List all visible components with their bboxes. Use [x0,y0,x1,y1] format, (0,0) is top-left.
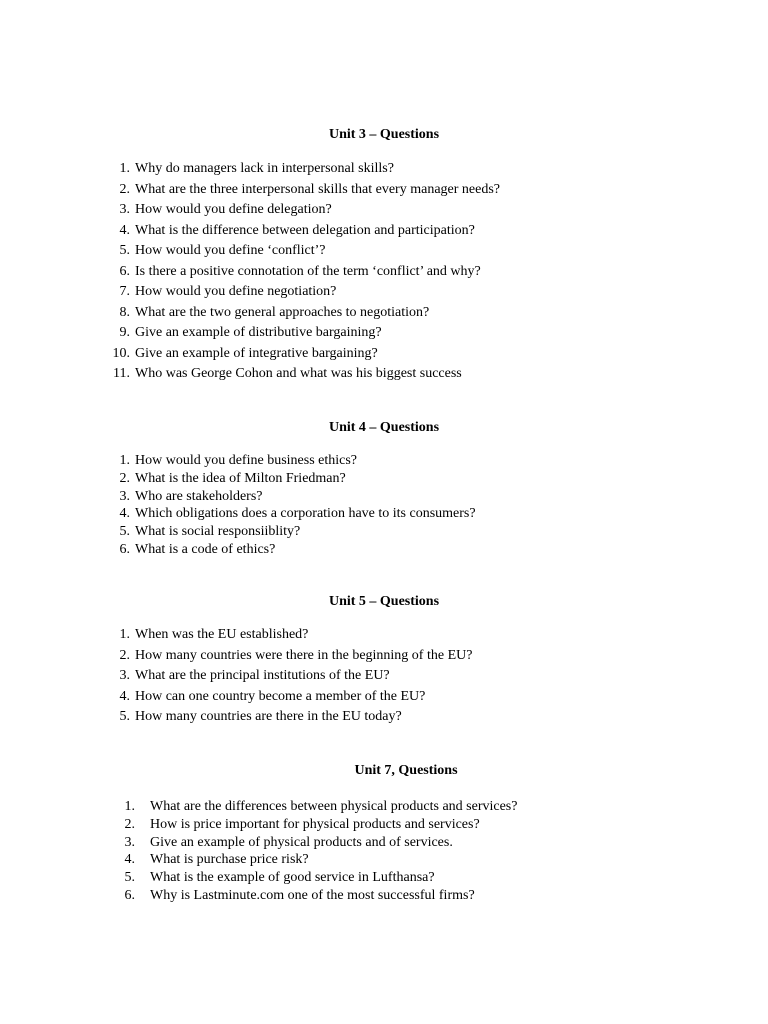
question-number: 1. [119,161,130,176]
question-text: How would you define business ethics? [135,453,358,468]
question-text: How many countries are there in the EU today? [135,709,402,724]
question-text: Give an example of distributive bargaining? [135,325,382,340]
question-text: What are the two general approaches to negotiation? [135,304,430,320]
question-number: 4. [119,222,130,238]
list-item [0,282,768,303]
list-item [0,625,768,646]
list-item [0,159,768,180]
question-number: 8. [119,304,130,320]
question-number: 4. [119,688,130,704]
question-number: 5. [119,709,130,724]
question-number: 2. [119,470,130,486]
list-item [0,488,768,506]
list-item [0,180,768,201]
question-number: 6. [124,887,135,903]
list-item [0,303,768,324]
question-number: 4. [124,852,135,868]
unit-7-question-list [0,798,768,905]
question-number: 4. [119,506,130,522]
question-number: 3. [119,202,130,217]
list-item [0,687,768,708]
list-item [0,851,768,869]
question-number: 3. [119,668,130,683]
question-text: Is there a positive connotation of the term ‘conflict’ and why? [135,263,481,279]
list-item [0,646,768,667]
unit-3-question-list [0,159,768,385]
question-text: What are the three interpersonal skills that every manager needs? [135,181,501,197]
unit-3-heading: Unit 3 – Questions [328,127,440,142]
list-item [0,221,768,242]
question-number: 1. [124,799,135,814]
unit-5-question-list [0,625,768,728]
unit-4-heading: Unit 4 – Questions [328,420,440,435]
question-number: 7. [119,284,130,299]
list-item [0,523,768,541]
list-item [0,364,768,385]
question-text: What is the example of good service in Lufthansa? [150,870,435,886]
question-text: How is price important for physical products and services? [150,816,480,832]
question-number: 1. [119,627,130,642]
list-item [0,834,768,852]
question-number: 5. [119,243,130,258]
question-text: How would you define negotiation? [135,284,337,299]
question-text: How would you define ‘conflict’? [135,243,326,258]
question-text: Give an example of integrative bargaining? [135,345,378,361]
list-item [0,816,768,834]
list-item [0,241,768,262]
question-text: Give an example of physical products and of services. [150,834,453,850]
question-text: What is the idea of Milton Friedman? [135,470,346,486]
question-number: 2. [119,647,130,663]
question-number: 5. [119,524,130,540]
list-item [0,505,768,523]
unit-5-heading: Unit 5 – Questions [328,594,440,609]
list-item [0,452,768,470]
question-number: 3. [119,488,130,504]
list-item [0,323,768,344]
question-text: What are the differences between physical products and services? [150,799,518,814]
question-number: 3. [124,834,135,850]
list-item [0,200,768,221]
question-text: What is a code of ethics? [135,541,276,557]
question-text: Who was George Cohon and what was his biggest success [135,366,462,381]
question-text: Who are stakeholders? [135,488,263,504]
question-text: How can one country become a member of the EU? [135,688,426,704]
question-text: Why is Lastminute.com one of the most successful firms? [150,887,475,903]
question-text: What is the difference between delegation and participation? [135,222,475,238]
question-number: 2. [124,816,135,832]
question-number: 9. [119,325,130,340]
question-number: 1. [119,453,130,468]
list-item [0,869,768,887]
question-text: Why do managers lack in interpersonal skills? [135,161,394,176]
list-item [0,262,768,283]
question-number: 2. [119,181,130,197]
question-number: 11. [113,366,130,381]
question-number: 5. [124,870,135,886]
list-item [0,666,768,687]
list-item [0,887,768,905]
question-text: What is social responsiiblity? [135,524,301,540]
list-item [0,470,768,488]
question-text: How many countries were there in the beginning of the EU? [135,647,473,663]
question-text: What are the principal institutions of the EU? [135,668,390,683]
unit-4-question-list [0,452,768,559]
question-text: What is purchase price risk? [150,852,309,868]
question-text: Which obligations does a corporation have to its consumers? [135,506,476,522]
question-number: 10. [112,345,130,361]
question-text: When was the EU established? [135,627,309,642]
list-item [0,541,768,559]
question-text: How would you define delegation? [135,202,332,217]
question-number: 6. [119,263,130,279]
list-item [0,344,768,365]
question-number: 6. [119,541,130,557]
unit-7-heading: Unit 7, Questions [354,763,458,778]
list-item [0,707,768,728]
list-item [0,798,768,816]
